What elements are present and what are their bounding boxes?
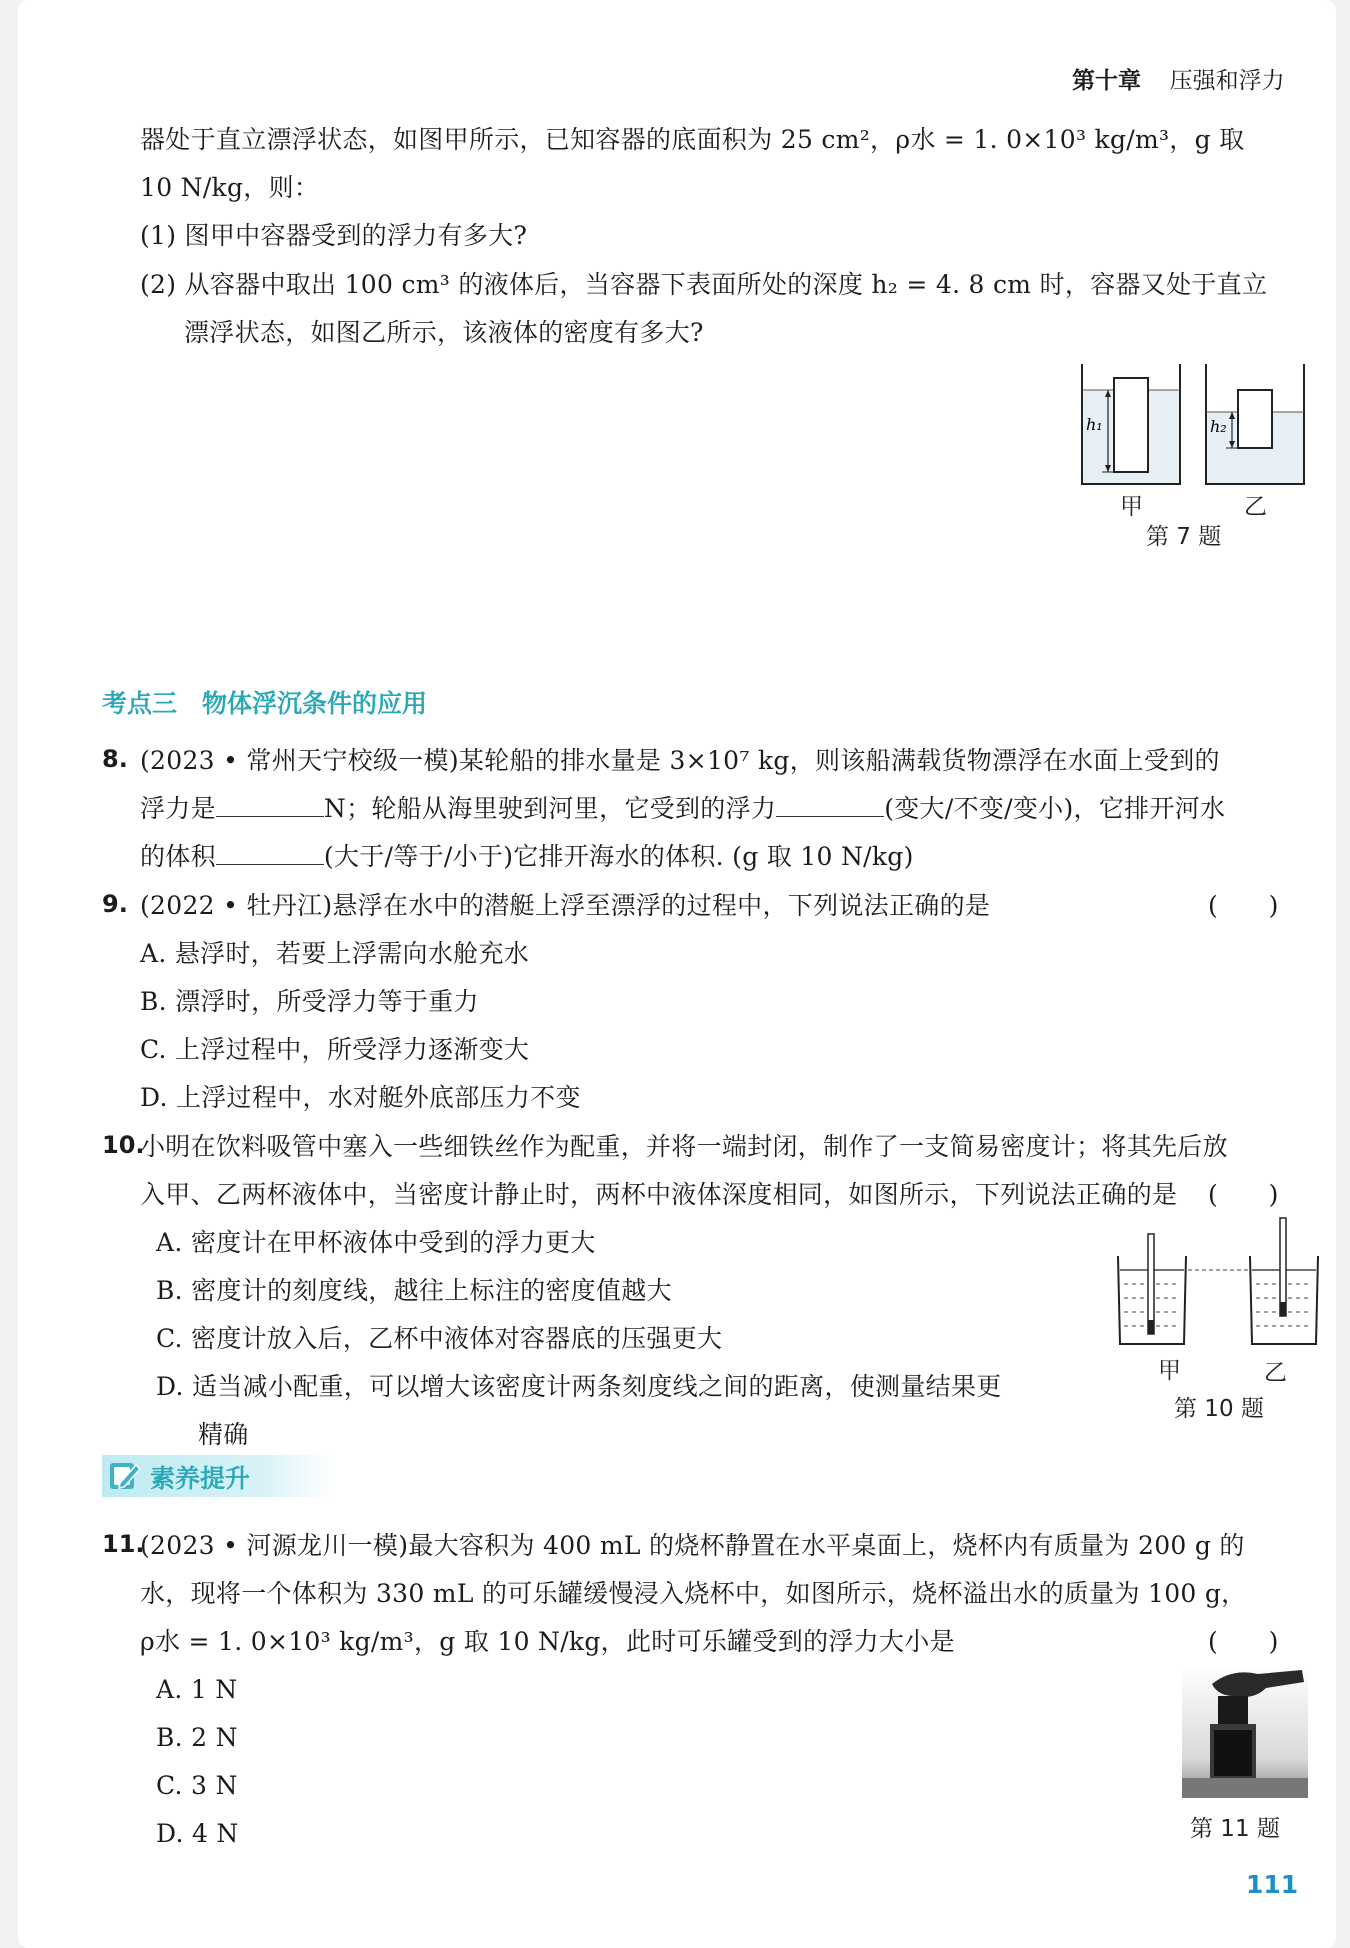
q11-answer-paren[interactable]: ( ) — [1208, 1627, 1279, 1656]
q9-option-c[interactable]: C. 上浮过程中，所受浮力逐渐变大 — [140, 1035, 530, 1064]
q11-line3: ρ水 = 1. 0×10³ kg/m³，g 取 10 N/kg，此时可乐罐受到的浮力大小是 — [140, 1627, 955, 1656]
q11-line1: (2023 • 河源龙川一模)最大容积为 400 mL 的烧杯静置在水平桌面上，烧杯内有质量为 200 g 的 — [140, 1531, 1245, 1560]
q11-option-b[interactable]: B. 2 N — [156, 1723, 238, 1752]
q10-option-b[interactable]: B. 密度计的刻度线，越往上标注的密度值越大 — [156, 1276, 672, 1305]
q9-option-d[interactable]: D. 上浮过程中，水对艇外底部压力不变 — [140, 1083, 581, 1112]
q10-figure — [1114, 1212, 1324, 1360]
q11-option-c[interactable]: C. 3 N — [156, 1771, 238, 1800]
q9-number: 9. — [102, 890, 128, 918]
banner-title: 素养提升 — [150, 1464, 251, 1493]
q11-caption: 第 11 题 — [1190, 1816, 1280, 1842]
q9-stem: (2022 • 牡丹江)悬浮在水中的潜艇上浮至漂浮的过程中，下列说法正确的是 — [140, 891, 991, 920]
q8-line2-a: 浮力是 — [140, 794, 216, 823]
q7-sub2-line1: (2) 从容器中取出 100 cm³ 的液体后，当容器下表面所处的深度 h₂ = 4. 8 cm 时，容器又处于直立 — [140, 270, 1268, 299]
q11-option-a[interactable]: A. 1 N — [156, 1675, 238, 1704]
q8-blank-2[interactable] — [776, 786, 884, 817]
q11-line2: 水，现将一个体积为 330 mL 的可乐罐缓慢浸入烧杯中，如图所示，烧杯溢出水的质量为 100 g， — [140, 1579, 1247, 1608]
q10-label-b: 乙 — [1264, 1360, 1287, 1386]
q8-blank-1[interactable] — [216, 786, 324, 817]
q10-option-c[interactable]: C. 密度计放入后，乙杯中液体对容器底的压强更大 — [156, 1324, 723, 1353]
q7-sub1: (1) 图甲中容器受到的浮力有多大? — [140, 221, 528, 250]
q7-sub2-line2: 漂浮状态，如图乙所示，该液体的密度有多大? — [184, 318, 704, 347]
textbook-page — [18, 0, 1336, 1948]
q10-option-d-cont: 精确 — [198, 1420, 249, 1449]
section-banner — [102, 1455, 332, 1497]
q10-line1: 小明在饮料吸管中塞入一些细铁丝作为配重，并将一端封闭，制作了一支简易密度计；将其先后放 — [140, 1132, 1228, 1161]
q10-number: 10. — [102, 1131, 145, 1159]
chapter-number: 第十章 — [1072, 68, 1141, 94]
section-heading: 考点三 物体浮沉条件的应用 — [102, 689, 428, 718]
q10-beaker-a — [1118, 1234, 1186, 1344]
q8-number: 8. — [102, 745, 128, 773]
q7-line2: 10 N/kg，则： — [140, 173, 320, 202]
q11-option-d[interactable]: D. 4 N — [156, 1819, 239, 1848]
q7-h1-label: h₁ — [1086, 415, 1103, 434]
q10-option-d[interactable]: D. 适当减小配重，可以增大该密度计两条刻度线之间的距离，使测量结果更 — [156, 1372, 1002, 1401]
q9-answer-paren[interactable]: ( ) — [1208, 891, 1279, 920]
q8-blank-3[interactable] — [216, 834, 324, 865]
q7-label-b: 乙 — [1244, 494, 1267, 520]
page-number: 111 — [1246, 1870, 1299, 1899]
q11-photo — [1182, 1666, 1308, 1798]
chapter-title: 压强和浮力 — [1169, 68, 1285, 94]
q9-option-a[interactable]: A. 悬浮时，若要上浮需向水舱充水 — [140, 939, 530, 968]
q10-option-a[interactable]: A. 密度计在甲杯液体中受到的浮力更大 — [156, 1228, 596, 1257]
q7-caption: 第 7 题 — [1146, 524, 1222, 550]
pencil-note-icon — [108, 1459, 142, 1493]
q8-line2-c: (变大/不变/变小)，它排开河水 — [884, 794, 1226, 823]
q10-caption: 第 10 题 — [1174, 1396, 1264, 1422]
q7-line1: 器处于直立漂浮状态，如图甲所示，已知容器的底面积为 25 cm²，ρ水 = 1. 0×10³ kg/m³，g 取 — [140, 125, 1245, 154]
q7-label-a: 甲 — [1120, 494, 1143, 520]
q7-h2-label: h₂ — [1210, 417, 1227, 436]
q8-line1: (2023 • 常州天宁校级一模)某轮船的排水量是 3×10⁷ kg，则该船满载货物漂浮在水面上受到的 — [140, 746, 1220, 775]
q10-beaker-b — [1250, 1218, 1318, 1344]
q8-line2-b: N；轮船从海里驶到河里，它受到的浮力 — [323, 794, 777, 823]
q10-label-a: 甲 — [1158, 1358, 1181, 1384]
q8-line3 — [140, 833, 914, 880]
q9-option-b[interactable]: B. 漂浮时，所受浮力等于重力 — [140, 987, 479, 1016]
q7-figure — [1068, 360, 1318, 510]
q11-number: 11. — [102, 1530, 145, 1558]
q8-line3-b: (大于/等于/小于)它排开海水的体积. (g 取 10 N/kg) — [323, 842, 914, 871]
q8-line2 — [140, 785, 1225, 832]
q8-line3-a: 的体积 — [140, 842, 216, 871]
chapter-header — [1072, 62, 1285, 95]
q10-line2: 入甲、乙两杯液体中，当密度计静止时，两杯中液体深度相同，如图所示，下列说法正确的是 — [140, 1180, 1178, 1209]
q10-answer-paren[interactable]: ( ) — [1208, 1180, 1279, 1209]
